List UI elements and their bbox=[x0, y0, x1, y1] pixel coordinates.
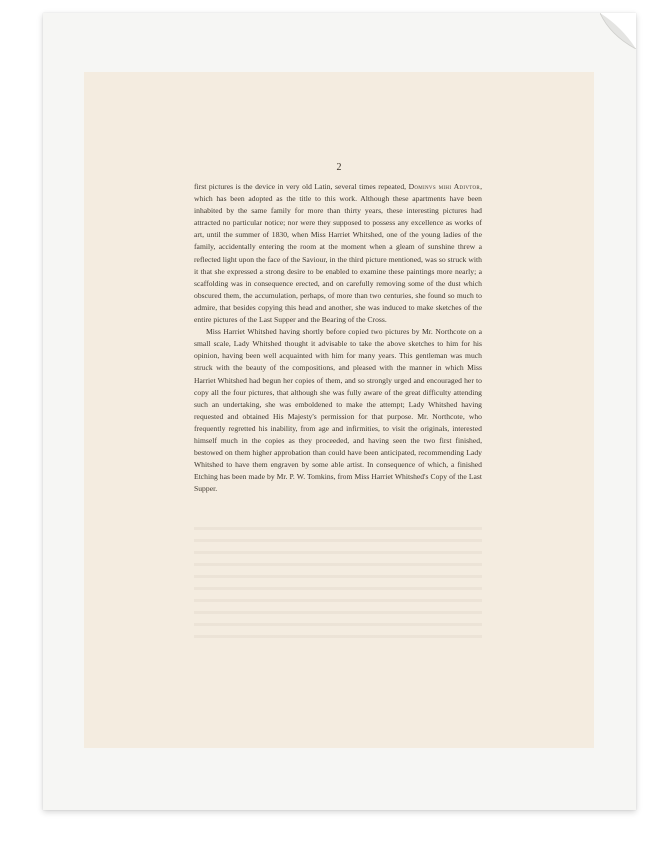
body-text bbox=[194, 181, 482, 495]
paragraph-1 bbox=[194, 181, 482, 326]
paragraph-1-text-a: first pictures is the device in very old Latin, several times repeated, bbox=[194, 182, 409, 191]
reverse-side-show-through bbox=[194, 527, 482, 642]
latin-motto: Dominvs mihi Adivtor bbox=[408, 182, 481, 191]
page-number: 2 bbox=[336, 162, 342, 173]
page-curl-icon bbox=[600, 13, 636, 49]
book-page bbox=[84, 72, 594, 748]
paragraph-2: Miss Harriet Whitshed having shortly before copied two pictures by Mr. Northcote on a small scale, Lady Whitshed thought it advisable to take the above sketches to him for his opinion, having been well acquainted with him for many years. This gentleman was much struck with the beauty of the compositions, and pleased with the manner in which Miss Harriet Whitshed had begun her copies of them, and so strongly urged and encouraged her to copy all the four pictures, that although she was fully aware of the great difficulty attending such an undertaking, she was emboldened to make the attempt; Lady Whitshed having requested and obtained His Majesty's permission for that purpose. Mr. Northcote, who frequently regretted his inability, from age and infirmities, to visit the originals, interested himself much in the copies as they proceeded, and having seen the two first finished, bestowed on them higher approbation than could have been anticipated, recommending Lady Whitshed to have them engraven by some able artist. In consequence of which, a finished Etching has been made by Mr. P. W. Tomkins, from Miss Harriet Whitshed's Copy of the Last Supper. bbox=[194, 327, 482, 494]
paragraph-1-text-b: , which has been adopted as the title to this work. Although these apartments have been inhabited by the same family for more than thirty years, these interesting pictures had attracted no particular notice; nor were they supposed to possess any excellence as works of art, until the summer of 1830, when Miss Harriet Whitshed, one of the young ladies of the family, accidentally entering the room at the moment when a gleam of sunshine threw a reflected light upon the face of the Saviour, in the third picture mentioned, was so struck with it that she expressed a strong desire to be enabled to examine these paintings more nearly; a scaffolding was in consequence erected, and on carefully removing some of the dust which obscured them, the accumulation, perhaps, of more than two centuries, she found so much to admire, that besides copying this head and another, she was induced to make sketches of the entire pictures of the Last Supper and the Bearing of the Cross. bbox=[194, 182, 482, 325]
